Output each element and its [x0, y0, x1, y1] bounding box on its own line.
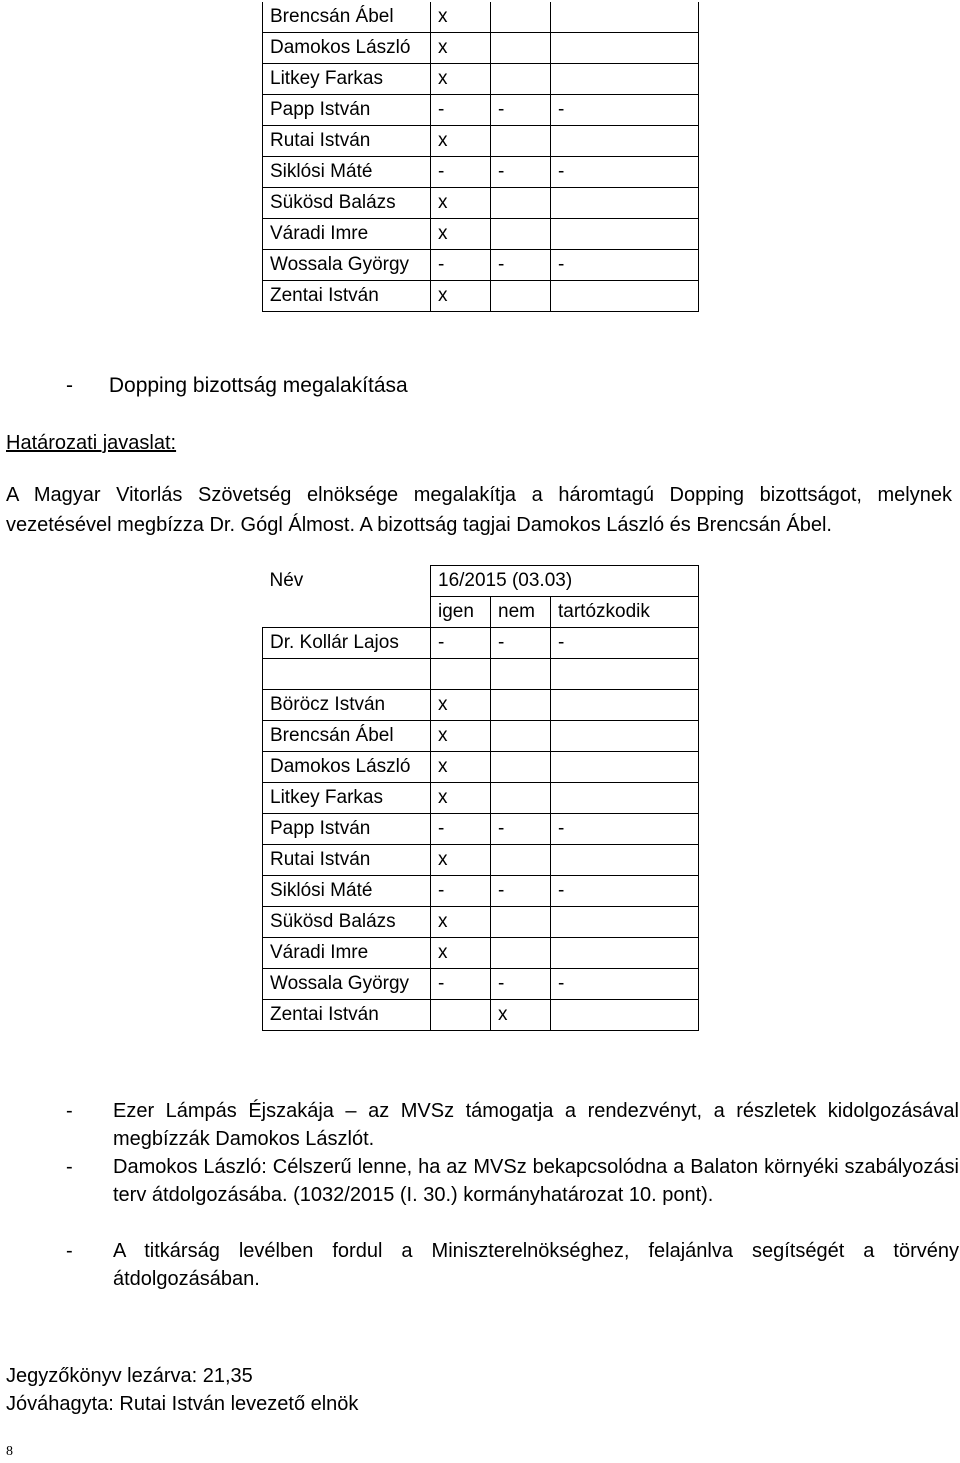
vote-tart [551, 281, 699, 312]
table-row [263, 281, 699, 312]
vote-tart [551, 783, 699, 814]
vote-tart [551, 721, 699, 752]
agenda-dash: - [66, 374, 73, 397]
vote-igen: x [431, 126, 491, 157]
vote-igen: - [431, 250, 491, 281]
header-nem: nem [491, 597, 551, 628]
table-row [263, 876, 699, 907]
vote-igen: - [431, 814, 491, 845]
vote-nem: x [491, 1000, 551, 1031]
table-row [263, 814, 699, 845]
header-name: Név [263, 566, 431, 597]
voter-name: Litkey Farkas [263, 783, 431, 814]
blank-cell [431, 659, 491, 690]
header-resolution: 16/2015 (03.03) [431, 566, 699, 597]
table-row [263, 845, 699, 876]
vote-table-previous [262, 2, 699, 312]
vote-igen: - [431, 95, 491, 126]
vote-igen: x [431, 281, 491, 312]
vote-tart [551, 64, 699, 95]
vote-tart [551, 1000, 699, 1031]
voter-name: Sükösd Balázs [263, 188, 431, 219]
list-dash: - [66, 1156, 73, 1178]
vote-tart: - [551, 969, 699, 1000]
vote-nem [491, 907, 551, 938]
vote-igen: x [431, 690, 491, 721]
voter-name: Váradi Imre [263, 219, 431, 250]
voter-name: Brencsán Ábel [263, 721, 431, 752]
vote-nem [491, 281, 551, 312]
list-dash: - [66, 1240, 73, 1262]
blank-cell [551, 659, 699, 690]
table-row [263, 690, 699, 721]
vote-igen: - [431, 876, 491, 907]
vote-nem [491, 2, 551, 33]
vote-nem [491, 783, 551, 814]
vote-nem [491, 126, 551, 157]
blank-cell [263, 659, 431, 690]
table-row [263, 64, 699, 95]
vote-igen: x [431, 188, 491, 219]
vote-tart [551, 690, 699, 721]
voter-name: Wossala György [263, 969, 431, 1000]
vote-igen: x [431, 752, 491, 783]
voter-name: Brencsán Ábel [263, 2, 431, 33]
vote-tart: - [551, 95, 699, 126]
vote-tart: - [551, 157, 699, 188]
table-row [263, 1000, 699, 1031]
vote-igen [431, 1000, 491, 1031]
vote-igen: x [431, 2, 491, 33]
voter-name: Damokos László [263, 33, 431, 64]
vote-igen: x [431, 721, 491, 752]
vote-nem [491, 690, 551, 721]
vote-igen: - [431, 157, 491, 188]
voter-name: Papp István [263, 95, 431, 126]
table-row [263, 126, 699, 157]
vote-tart: - [551, 876, 699, 907]
table-row [263, 907, 699, 938]
vote-nem: - [491, 876, 551, 907]
table-row [263, 188, 699, 219]
table-row [263, 95, 699, 126]
vote-nem [491, 219, 551, 250]
table-row [263, 219, 699, 250]
vote-tart [551, 2, 699, 33]
voter-name: Litkey Farkas [263, 64, 431, 95]
header-row-1 [263, 566, 699, 597]
minutes-approved: Jóváhagyta: Rutai István levezető elnök [6, 1393, 359, 1415]
vote-tart [551, 938, 699, 969]
vote-tart [551, 752, 699, 783]
vote-tart [551, 126, 699, 157]
minutes-closed: Jegyzőkönyv lezárva: 21,35 [6, 1365, 253, 1387]
table-row [263, 628, 699, 659]
vote-tart [551, 907, 699, 938]
vote-igen: - [431, 969, 491, 1000]
vote-igen: - [431, 628, 491, 659]
table-blank-row [263, 659, 699, 690]
vote-nem: - [491, 628, 551, 659]
list-text: Ezer Lámpás Éjszakája – az MVSz támogatja a rendezvényt, a részletek kidolgozásával megbízzák Damokos Lászlót. [113, 1100, 959, 1150]
voter-name: Damokos László [263, 752, 431, 783]
table-row [263, 721, 699, 752]
voter-name: Böröcz István [263, 690, 431, 721]
vote-table-resolution-body [263, 690, 699, 1031]
vote-nem: - [491, 250, 551, 281]
vote-igen: x [431, 219, 491, 250]
vote-nem [491, 33, 551, 64]
blank-cell [491, 659, 551, 690]
voter-name: Váradi Imre [263, 938, 431, 969]
vote-igen: x [431, 845, 491, 876]
list-dash: - [66, 1100, 73, 1122]
vote-tart [551, 33, 699, 64]
vote-nem [491, 64, 551, 95]
vote-nem [491, 845, 551, 876]
voter-name: Siklósi Máté [263, 157, 431, 188]
vote-tart [551, 845, 699, 876]
table-row [263, 33, 699, 64]
vote-table-previous-body [263, 2, 699, 312]
vote-nem [491, 721, 551, 752]
voter-name: Rutai István [263, 126, 431, 157]
table-row [263, 250, 699, 281]
agenda-title: Dopping bizottság megalakítása [108, 374, 408, 397]
header-igen: igen [431, 597, 491, 628]
vote-igen: x [431, 33, 491, 64]
voter-name: Rutai István [263, 845, 431, 876]
vote-nem: - [491, 157, 551, 188]
vote-igen: x [431, 938, 491, 969]
list-item [66, 1237, 959, 1293]
vote-tart: - [551, 250, 699, 281]
resolution-text: A Magyar Vitorlás Szövetség elnöksége megalakítja a háromtagú Dopping bizottságot, melynek vezetésével megbízza Dr. Gógl Álmost. A bizottság tagjai Damokos László és Brencsán Ábel. [6, 484, 952, 536]
list-text: Damokos László: Célszerű lenne, ha az MVSz bekapcsolódna a Balaton környéki szabályozási terv átdolgozásába. (1032/2015 (I. 30.) kormányhatározat 10. pont). [113, 1156, 959, 1206]
voter-name: Zentai István [263, 1000, 431, 1031]
header-tart: tartózkodik [551, 597, 699, 628]
vote-nem: - [491, 814, 551, 845]
header-row-2 [263, 597, 699, 628]
table-row [263, 969, 699, 1000]
voter-name: Siklósi Máté [263, 876, 431, 907]
voter-name: Zentai István [263, 281, 431, 312]
vote-nem: - [491, 95, 551, 126]
vote-nem [491, 938, 551, 969]
list-item [66, 1153, 959, 1209]
vote-igen: x [431, 783, 491, 814]
table-row [263, 783, 699, 814]
table-row [263, 752, 699, 783]
resolution-label: Határozati javaslat: [6, 432, 177, 454]
list-item [66, 1097, 959, 1153]
vote-tart: - [551, 814, 699, 845]
table-row [263, 2, 699, 33]
vote-igen: x [431, 64, 491, 95]
vote-tart [551, 219, 699, 250]
voter-name: Sükösd Balázs [263, 907, 431, 938]
header-name-spacer [263, 597, 431, 628]
agenda-item [66, 374, 408, 398]
vote-nem: - [491, 969, 551, 1000]
list-text: A titkárság levélben fordul a Miniszterelnökséghez, felajánlva segítségét a törvény átdolgozásában. [113, 1240, 959, 1290]
page-number: 8 [6, 1444, 13, 1459]
vote-igen: x [431, 907, 491, 938]
voter-name: Wossala György [263, 250, 431, 281]
vote-table-resolution [262, 565, 699, 1031]
voter-name: Papp István [263, 814, 431, 845]
vote-nem [491, 188, 551, 219]
voter-name: Dr. Kollár Lajos [263, 628, 431, 659]
table-row [263, 157, 699, 188]
vote-tart: - [551, 628, 699, 659]
vote-nem [491, 752, 551, 783]
vote-tart [551, 188, 699, 219]
table-row [263, 938, 699, 969]
